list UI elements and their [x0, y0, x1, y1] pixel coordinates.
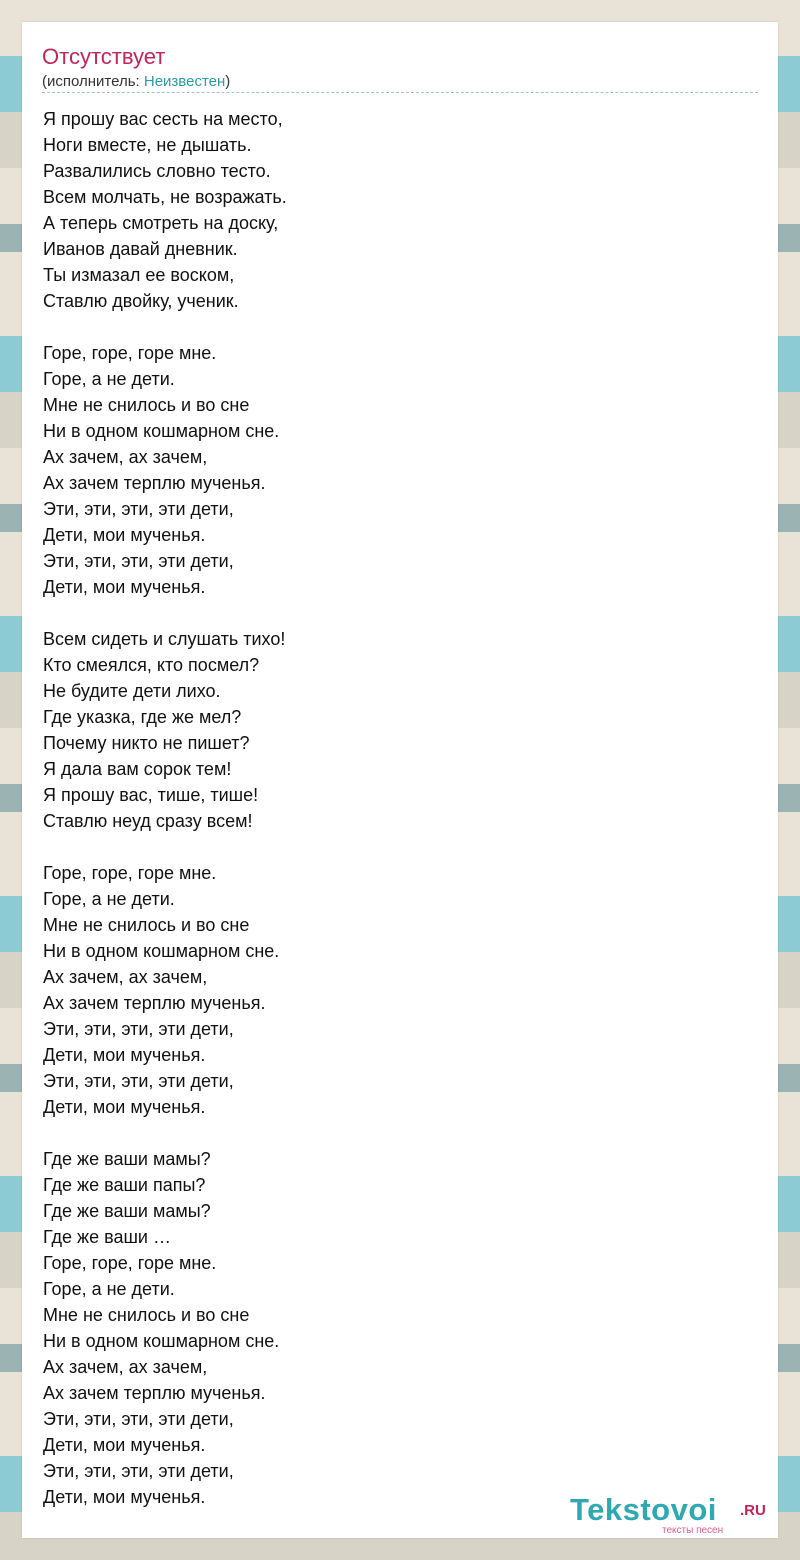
lyric-line: Я дала вам сорок тем! [43, 759, 232, 779]
lyric-line: Ах зачем терплю мученья. [43, 1383, 266, 1403]
lyric-line: Горе, а не дети. [43, 369, 175, 389]
lyric-line: Дети, мои мученья. [43, 577, 206, 597]
lyric-line: Почему никто не пишет? [43, 733, 250, 753]
lyric-line: Ставлю двойку, ученик. [43, 291, 239, 311]
song-title: Отсутствует [42, 44, 166, 69]
lyric-line: Где же ваши мамы? [43, 1149, 211, 1169]
lyric-line: Эти, эти, эти, эти дети, [43, 1461, 234, 1481]
artist-line [42, 72, 230, 92]
lyric-line: Дети, мои мученья. [43, 1487, 206, 1507]
logo-wordmark: Tekstovoi [570, 1492, 717, 1527]
lyric-line: Горе, горе, горе мне. [43, 863, 217, 883]
stanza-break [43, 1120, 743, 1146]
lyric-line: Ни в одном кошмарном сне. [43, 1331, 280, 1351]
lyric-line: Дети, мои мученья. [43, 1435, 206, 1455]
lyric-line: Не будите дети лихо. [43, 681, 221, 701]
site-logo[interactable] [570, 1492, 780, 1540]
lyric-line: Эти, эти, эти, эти дети, [43, 1409, 234, 1429]
artist-suffix: ) [225, 73, 231, 90]
stanza-break [43, 600, 743, 626]
lyric-line: Ноги вместе, не дышать. [43, 135, 252, 155]
lyric-line: Эти, эти, эти, эти дети, [43, 1071, 234, 1091]
lyric-line: Горе, а не дети. [43, 1279, 175, 1299]
lyric-line: Где же ваши мамы? [43, 1201, 211, 1221]
lyric-line: Эти, эти, эти, эти дети, [43, 1019, 234, 1039]
lyric-line: Мне не снилось и во сне [43, 1305, 250, 1325]
lyric-line: Дети, мои мученья. [43, 1097, 206, 1117]
lyric-line: Ни в одном кошмарном сне. [43, 941, 280, 961]
lyric-line: Всем сидеть и слушать тихо! [43, 629, 286, 649]
lyric-line: А теперь смотреть на доску, [43, 213, 279, 233]
artist-link[interactable]: Неизвестен [143, 73, 226, 90]
logo-tagline: тексты песен [662, 1525, 724, 1536]
lyric-line: Развалились словно тесто. [43, 161, 271, 181]
lyric-line: Кто смеялся, кто посмел? [43, 655, 260, 675]
lyric-line: Ах зачем терплю мученья. [43, 473, 266, 493]
stanza-break [43, 314, 743, 340]
lyric-line: Всем молчать, не возражать. [43, 187, 287, 207]
logo-tld: .RU [740, 1502, 766, 1519]
lyrics-card [22, 22, 778, 1538]
lyric-line: Мне не снилось и во сне [43, 915, 250, 935]
lyric-line: Горе, горе, горе мне. [43, 343, 217, 363]
lyric-line: Иванов давай дневник. [43, 239, 238, 259]
lyric-line: Где указка, где же мел? [43, 707, 242, 727]
lyric-line: Где же ваши … [43, 1227, 171, 1247]
lyric-line: Горе, а не дети. [43, 889, 175, 909]
lyric-line: Дети, мои мученья. [43, 525, 206, 545]
lyric-line: Дети, мои мученья. [43, 1045, 206, 1065]
lyric-line: Где же ваши папы? [43, 1175, 206, 1195]
artist-prefix: (исполнитель: [42, 73, 144, 90]
lyric-line: Ах зачем терплю мученья. [43, 993, 266, 1013]
lyric-line: Ах зачем, ах зачем, [43, 967, 208, 987]
lyric-line: Я прошу вас, тише, тише! [43, 785, 259, 805]
title-divider [42, 92, 758, 93]
lyric-line: Эти, эти, эти, эти дети, [43, 499, 234, 519]
lyric-line: Ах зачем, ах зачем, [43, 447, 208, 467]
lyric-line: Эти, эти, эти, эти дети, [43, 551, 234, 571]
lyrics-text [43, 106, 743, 1510]
lyric-line: Ни в одном кошмарном сне. [43, 421, 280, 441]
lyric-line: Ах зачем, ах зачем, [43, 1357, 208, 1377]
lyric-line: Ставлю неуд сразу всем! [43, 811, 253, 831]
lyric-line: Ты измазал ее воском, [43, 265, 235, 285]
lyric-line: Мне не снилось и во сне [43, 395, 250, 415]
lyric-line: Я прошу вас сесть на место, [43, 109, 283, 129]
lyric-line: Горе, горе, горе мне. [43, 1253, 217, 1273]
stanza-break [43, 834, 743, 860]
